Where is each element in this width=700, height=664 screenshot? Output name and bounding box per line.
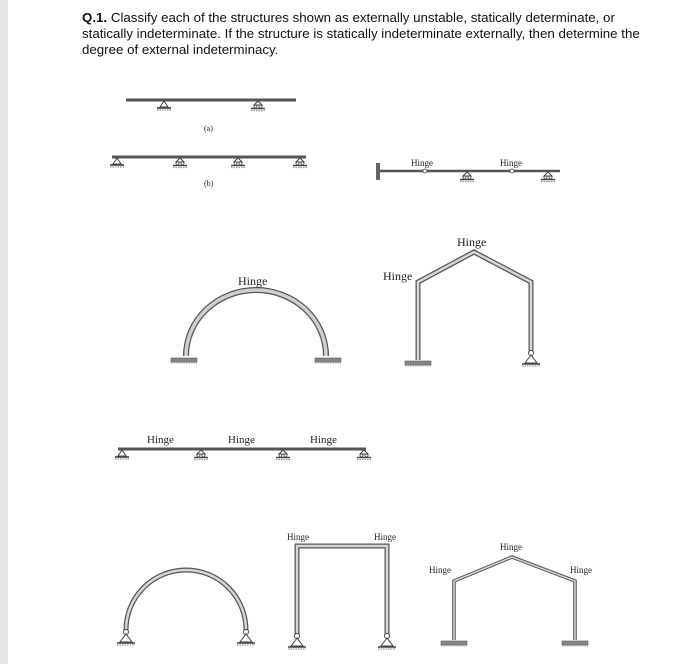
question-number: Q.1. [82, 10, 108, 25]
fixed-support [562, 641, 588, 646]
hinge-label: Hinge [500, 542, 522, 552]
hinge-label: Hinge [429, 565, 451, 575]
figure-f-portal [287, 532, 396, 649]
roller-support [251, 101, 265, 111]
hinge-label: Hinge [310, 434, 337, 446]
figure-b-right [376, 158, 560, 182]
roller-support [194, 450, 208, 460]
roller-support [541, 172, 555, 182]
arch [186, 290, 326, 356]
pin-support [522, 351, 540, 367]
hinge-label: Hinge [228, 434, 255, 446]
pin-support [288, 634, 306, 650]
question-body: Classify each of the structures shown as externally unstable, statically determinate, or statically indeterminate. If the structure is statically indeterminate externally, then determine the degree of external indeterminacy. [82, 10, 640, 57]
figure-e-beam [115, 434, 371, 460]
pin-support [117, 630, 135, 646]
fixed-support [171, 358, 197, 363]
figure-d-frame [383, 235, 540, 366]
figure-f-arch [117, 570, 255, 645]
roller-support [231, 158, 245, 168]
hinge-label: Hinge [500, 158, 522, 168]
caption-b: (b) [204, 179, 214, 188]
figure-b-left [110, 157, 307, 188]
hinge-label: Hinge [383, 269, 413, 283]
hinge-label: Hinge [238, 274, 268, 288]
hinge-label: Hinge [457, 235, 487, 249]
roller-support [357, 450, 371, 460]
fixed-support [441, 641, 467, 646]
pin-support [237, 630, 255, 646]
fixed-wall [376, 163, 380, 180]
hinge-label: Hinge [147, 434, 174, 446]
figure-c-arch [171, 274, 341, 363]
hinge-label: Hinge [287, 532, 309, 542]
pin-support [378, 634, 396, 650]
figure-g-frame [429, 542, 592, 646]
figure-a [126, 100, 296, 133]
frame [297, 546, 387, 634]
fixed-support [315, 358, 341, 363]
roller-support [173, 158, 187, 168]
pin-support [115, 450, 129, 459]
hinge-label: Hinge [374, 532, 396, 542]
hinge-label: Hinge [570, 565, 592, 575]
roller-support [276, 450, 290, 460]
hinge-label: Hinge [411, 158, 433, 168]
pin-support [110, 158, 124, 167]
caption-a: (a) [204, 124, 213, 133]
arch [126, 570, 246, 630]
roller-support [293, 158, 307, 168]
pin-support [157, 101, 171, 110]
frame [454, 557, 575, 640]
roller-support [460, 172, 474, 182]
fixed-support [405, 361, 431, 366]
frame [418, 252, 531, 360]
